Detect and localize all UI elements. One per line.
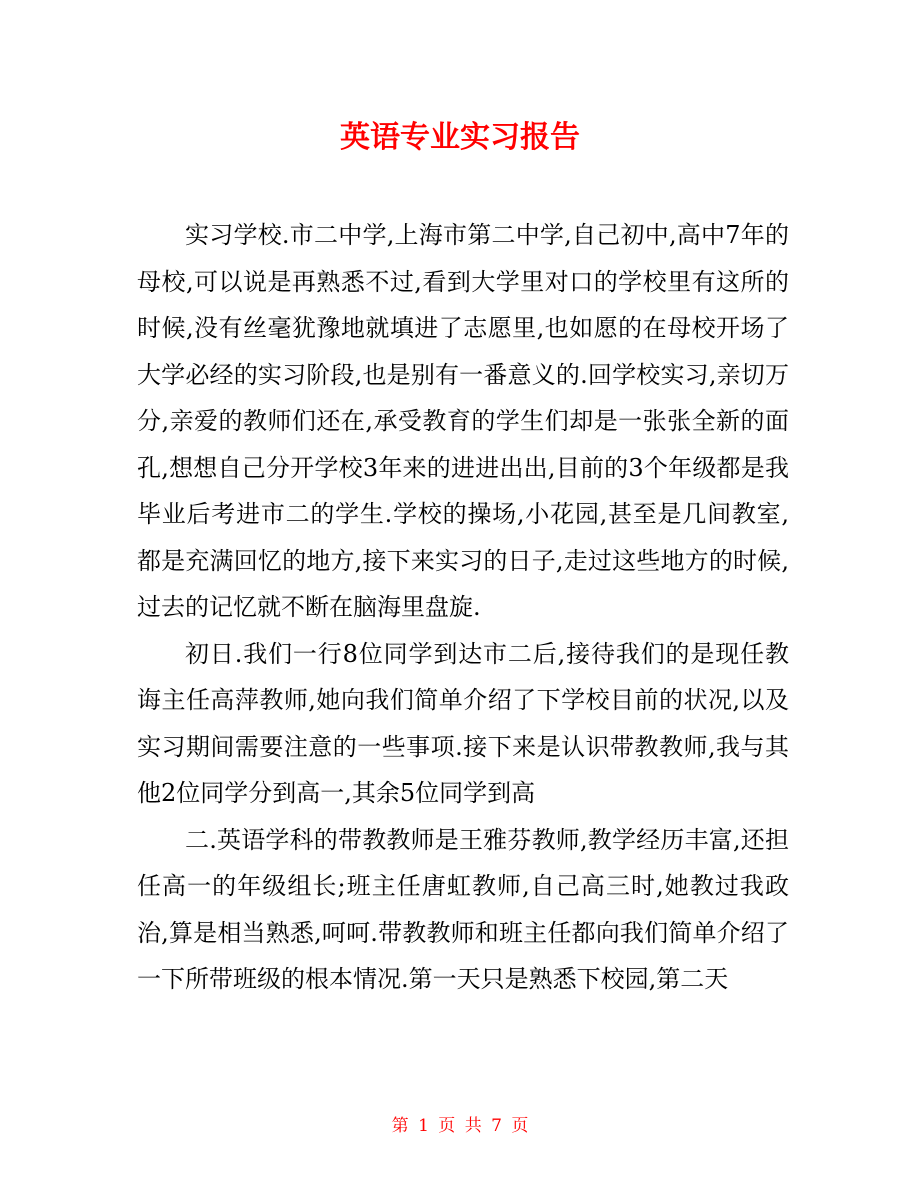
- paragraph-first-day: 初日.我们一行8位同学到达市二后,接待我们的是现任教诲主任高萍教师,她向我们简单介绍了下学校目前的状况,以及实习期间需要注意的一些事项.接下来是认识带教教师,我与其他2位同学分到高一,其余5位同学到高: [137, 639, 789, 807]
- document-body: [137, 212, 789, 1003]
- paragraph-english-teacher: 二.英语学科的带教教师是王雅芬教师,教学经历丰富,还担任高一的年级组长;班主任唐虹教师,自己高三时,她教过我政治,算是相当熟悉,呵呵.带教教师和班主任都向我们简单介绍了一下所带班级的根本情况.第一天只是熟悉下校园,第二天: [137, 825, 789, 993]
- page-number-footer: 第 1 页 共 7 页: [391, 1116, 529, 1136]
- paragraph-internship-school: 实习学校.市二中学,上海市第二中学,自己初中,高中7年的母校,可以说是再熟悉不过,看到大学里对口的学校里有这所的时候,没有丝毫犹豫地就填进了志愿里,也如愿的在母校开场了大学必经的实习阶段,也是别有一番意义的.回学校实习,亲切万分,亲爱的教师们还在,承受教育的学生们却是一张张全新的面孔,想想自己分开学校3年来的进进出出,目前的3个年级都是我毕业后考进市二的学生.学校的操场,小花园,甚至是几间教室,都是充满回忆的地方,接下来实习的日子,走过这些地方的时候,过去的记忆就不断在脑海里盘旋.: [137, 221, 789, 621]
- document-title: 英语专业实习报告: [340, 120, 580, 155]
